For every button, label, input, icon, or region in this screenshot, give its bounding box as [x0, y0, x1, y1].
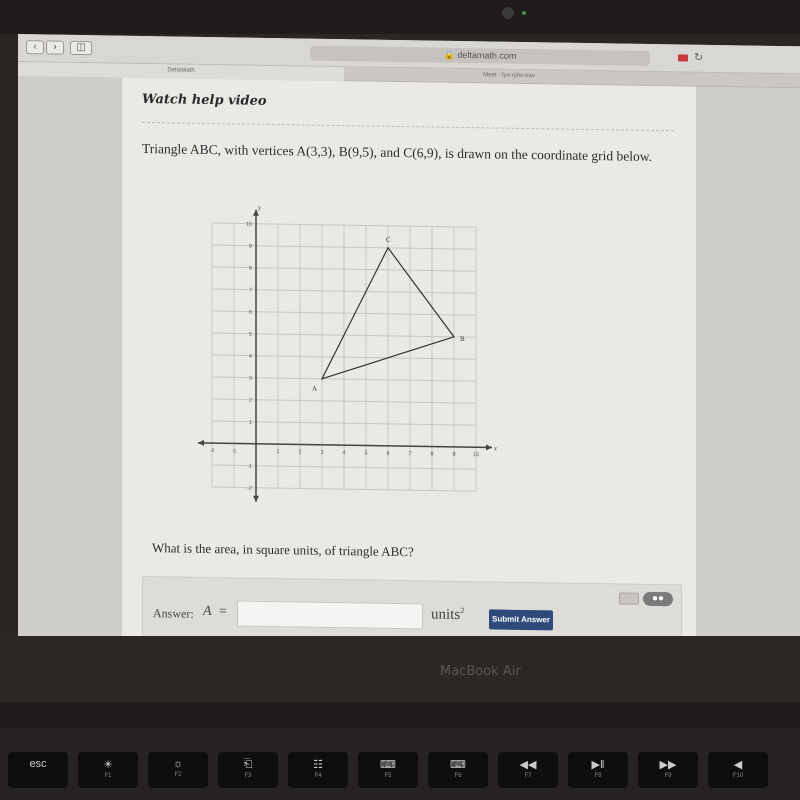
address-bar[interactable] — [310, 46, 650, 66]
screen-record-icon[interactable] — [678, 54, 688, 61]
x-axis-arrow-left — [198, 440, 204, 446]
y-tick-label: -1 — [247, 463, 252, 470]
keyboard-key — [288, 752, 348, 788]
keyboard-key — [708, 752, 768, 788]
y-tick-label: 9 — [248, 243, 252, 250]
x-tick-label: 8 — [430, 451, 434, 458]
y-tick-label: 1 — [248, 419, 252, 426]
y-tick-label: 8 — [248, 265, 252, 272]
sidebar-icon[interactable]: ◫ — [70, 41, 92, 55]
keyboard-key — [498, 752, 558, 788]
key-function-label: F8 — [594, 773, 602, 779]
y-tick-label: 7 — [248, 287, 252, 294]
problem-card — [122, 78, 696, 647]
key-function-label: F4 — [314, 773, 322, 779]
key-glyph: ☼ — [172, 758, 184, 770]
units-text: units — [431, 606, 461, 623]
page-margin-right — [696, 87, 800, 649]
answer-input[interactable] — [237, 600, 423, 629]
keyboard-key — [218, 752, 278, 788]
reload-icon[interactable]: ↻ — [694, 51, 704, 64]
units-exponent: 2 — [460, 605, 465, 616]
x-tick-label: 7 — [408, 451, 412, 458]
vertex-label: A — [312, 384, 318, 393]
x-tick-label: 10 — [472, 452, 480, 459]
x-tick-label: -2 — [209, 448, 215, 455]
divider — [142, 122, 674, 131]
x-tick-label: 4 — [342, 450, 346, 457]
keyboard-icon[interactable] — [619, 592, 639, 604]
keyboard-key — [428, 752, 488, 788]
browser-screen — [18, 34, 800, 648]
watch-help-video-link[interactable]: Watch help video — [142, 91, 267, 109]
device-brand-label: MacBook Air — [440, 664, 521, 679]
x-tick-label: 6 — [386, 450, 390, 457]
keyboard-key — [568, 752, 628, 788]
lock-icon: 🔒 — [443, 49, 455, 60]
x-tick-label: 5 — [364, 450, 368, 457]
y-tick-label: 3 — [248, 375, 252, 382]
keyboard-key — [8, 752, 68, 788]
x-axis — [198, 443, 492, 448]
question-text: Triangle ABC, with vertices A(3,3), B(9,5), and C(6,9), is drawn on the coordinate grid below. — [142, 140, 653, 164]
x-tick-label: 1 — [276, 449, 280, 456]
answer-equals: = — [219, 604, 227, 620]
back-icon[interactable]: ‹ — [26, 40, 44, 54]
key-function-label: F3 — [244, 773, 252, 779]
tab-label: Meet - fya-ryhx-nav — [483, 72, 535, 80]
calculator-icon[interactable]: ●● — [643, 592, 673, 606]
key-function-label: F9 — [664, 773, 672, 779]
key-function-label: F1 — [104, 773, 112, 779]
x-tick-label: -1 — [231, 448, 237, 455]
key-glyph: ◀ — [733, 759, 743, 771]
vertex-label: B — [460, 334, 465, 344]
keyboard-key — [78, 752, 138, 788]
key-glyph: ▶▶ — [659, 759, 677, 771]
area-question-text: What is the area, in square units, of triangle ABC? — [152, 540, 414, 560]
key-function-label: F10 — [732, 773, 744, 779]
y-tick-label: -2 — [247, 485, 252, 492]
y-axis-letter: y — [258, 203, 262, 212]
y-tick-label: 10 — [245, 221, 252, 228]
x-tick-label: 2 — [298, 449, 302, 456]
tab-label: DeltaMath — [167, 67, 195, 74]
y-axis-arrow-down — [253, 496, 259, 502]
camera-icon — [502, 7, 514, 19]
submit-answer-button[interactable]: Submit Answer — [489, 609, 553, 630]
laptop-hinge — [0, 702, 800, 728]
key-glyph: ⎗ — [243, 758, 253, 770]
key-function-label: F5 — [384, 773, 392, 779]
answer-label: Answer: — [153, 606, 194, 621]
key-glyph: ▶‖ — [591, 759, 605, 771]
keyboard-key — [148, 752, 208, 788]
laptop-top-bezel — [0, 0, 800, 34]
x-axis-letter: x — [494, 444, 498, 453]
key-function-label: F7 — [524, 773, 532, 779]
y-tick-label: 2 — [248, 397, 252, 404]
key-function-label: F2 — [174, 772, 182, 778]
key-glyph: ☷ — [313, 759, 323, 771]
key-glyph: ⌨ — [380, 759, 396, 771]
units-label — [431, 605, 464, 624]
address-text: deltamath.com — [457, 49, 517, 61]
x-tick-label: 3 — [320, 449, 324, 456]
y-tick-label: 4 — [248, 353, 252, 360]
key-glyph: ⌨ — [450, 759, 466, 771]
x-axis-arrow-right — [486, 444, 492, 450]
vertex-label: C — [386, 235, 391, 244]
coordinate-graph — [182, 201, 502, 536]
key-glyph: ◀◀ — [519, 759, 537, 771]
key-glyph: esc — [29, 758, 47, 770]
keyboard-key — [358, 752, 418, 788]
x-tick-label: 9 — [452, 451, 456, 458]
coordinate-grid-svg — [182, 201, 502, 536]
laptop-bottom-bezel — [0, 636, 800, 702]
camera-led — [522, 11, 526, 15]
y-tick-label: 6 — [248, 309, 252, 316]
keyboard-key — [638, 752, 698, 788]
page-margin-left — [18, 76, 122, 638]
key-function-label: F6 — [454, 773, 462, 779]
answer-variable: A — [203, 603, 212, 620]
y-tick-label: 5 — [248, 331, 252, 338]
key-glyph: ☀ — [103, 759, 113, 771]
forward-icon[interactable]: › — [46, 40, 64, 54]
